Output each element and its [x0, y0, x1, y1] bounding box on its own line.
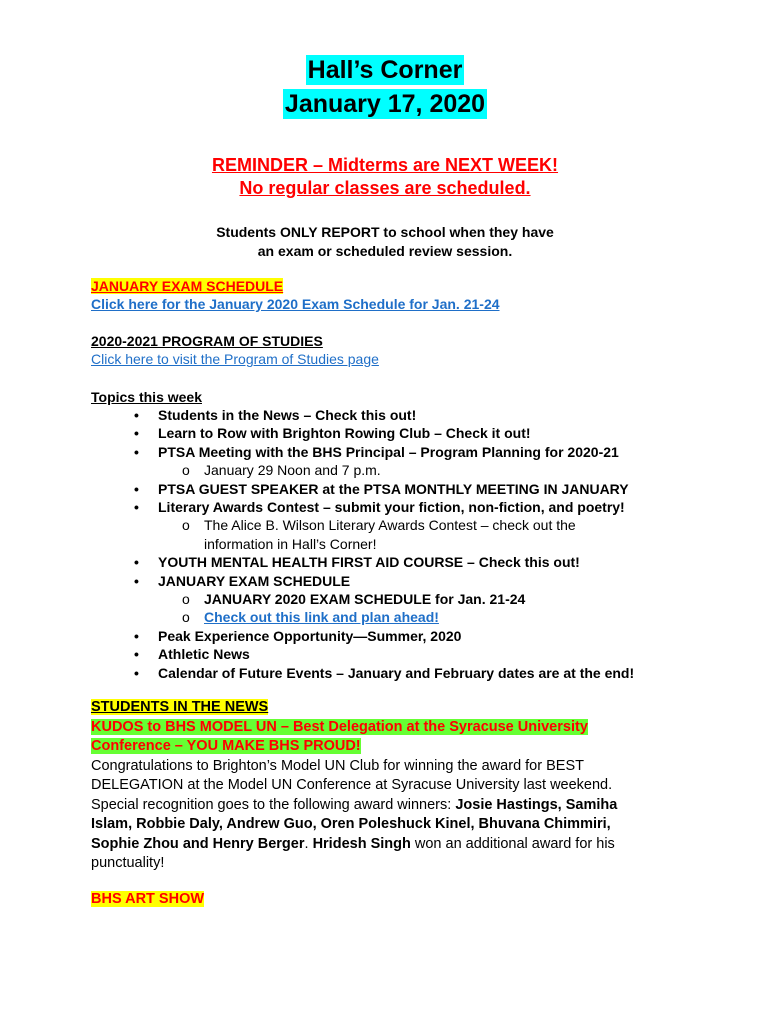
students-in-news-heading: STUDENTS IN THE NEWS: [91, 699, 269, 715]
notice-line-1: Students ONLY REPORT to school when they have: [216, 224, 554, 240]
topic-item: • Students in the News – Check this out!: [91, 406, 731, 424]
exam-schedule-link[interactable]: Click here for the January 2020 Exam Schedule for Jan. 21-24: [91, 296, 500, 312]
topic-item: • Learn to Row with Brighton Rowing Club – Check it out!: [91, 424, 731, 442]
program-of-studies-link[interactable]: Click here to visit the Program of Studies page: [91, 351, 379, 367]
topic-item: • PTSA GUEST SPEAKER at the PTSA MONTHLY MEETING IN JANUARY: [91, 480, 731, 498]
title-block: [0, 55, 770, 123]
topic-sublist: [158, 516, 731, 553]
report-notice: [0, 223, 770, 261]
exam-schedule-heading: JANUARY EXAM SCHEDULE: [91, 278, 284, 294]
topic-item: • Peak Experience Opportunity—Summer, 2020: [91, 627, 731, 645]
program-of-studies-heading: 2020-2021 PROGRAM OF STUDIES: [91, 333, 323, 349]
topic-item: • PTSA Meeting with the BHS Principal – Program Planning for 2020-21 o January 29 Noon and 7 p.m.: [91, 443, 731, 480]
topic-subitem: o The Alice B. Wilson Literary Awards Contest – check out the information in Hall’s Corner!: [91, 516, 624, 553]
topics-section: [91, 388, 731, 682]
topic-sublist: [158, 461, 731, 479]
art-show-heading: BHS ART SHOW: [91, 891, 205, 907]
additional-award-winner: Hridesh Singh: [312, 835, 411, 852]
plan-ahead-link[interactable]: Check out this link and plan ahead!: [204, 609, 439, 626]
topic-item: • Athletic News: [91, 645, 731, 663]
midterm-reminder: [0, 154, 770, 200]
topic-item: • YOUTH MENTAL HEALTH FIRST AID COURSE – Check this out!: [91, 553, 731, 571]
notice-line-2: an exam or scheduled review session.: [257, 243, 513, 259]
topics-heading: Topics this week: [91, 389, 202, 405]
topic-subitem: [91, 608, 731, 626]
reminder-line-1: REMINDER – Midterms are NEXT WEEK!: [211, 155, 559, 175]
page-date: January 17, 2020: [284, 90, 486, 118]
exam-schedule-section: [91, 277, 691, 313]
topics-list: [24, 406, 731, 682]
model-un-paragraph: Congratulations to Brighton’s Model UN Club for winning the award for BEST DELEGATION at the Model UN Conference at Syracuse University last weekend. Special recognition goes to the following award winners: Josie Hastings, Samiha Islam, Robbie Daly, Andrew Guo, Oren Poleshuck Kinel, Bhuvana Chimmiri, Sophie Zhou and Henry Berger. Hridesh Singh won an additional award for his punctuality!: [91, 757, 618, 871]
topic-item: • Calendar of Future Events – January and February dates are at the end!: [91, 664, 731, 682]
students-in-news-section: [91, 698, 651, 874]
topic-item: • Literary Awards Contest – submit your fiction, non-fiction, and poetry! o The Alice B. Wilson Literary Awards Contest – check out the information in Hall’s Corner!: [91, 498, 731, 553]
topic-sublist: [158, 590, 731, 627]
topic-subitem: o January 29 Noon and 7 p.m.: [91, 461, 731, 479]
page-title: Hall’s Corner: [307, 56, 463, 84]
kudos-headline-1: KUDOS to BHS MODEL UN – Best Delegation at the Syracuse University: [91, 718, 588, 735]
topic-item: • JANUARY EXAM SCHEDULE o JANUARY 2020 EXAM SCHEDULE for Jan. 21-24 o Check out this link and plan ahead!: [91, 572, 731, 627]
topic-subitem: o JANUARY 2020 EXAM SCHEDULE for Jan. 21-24: [91, 590, 731, 608]
award-winners: Josie Hastings, Samiha Islam, Robbie Daly, Andrew Guo, Oren Poleshuck Kinel, Bhuvana Chimmiri, Sophie Zhou and Henry Berger: [91, 796, 618, 852]
program-of-studies-section: [91, 332, 691, 368]
kudos-headline-2: Conference – YOU MAKE BHS PROUD!: [91, 738, 361, 754]
reminder-line-2: No regular classes are scheduled.: [239, 178, 531, 198]
art-show-section: [91, 890, 691, 910]
